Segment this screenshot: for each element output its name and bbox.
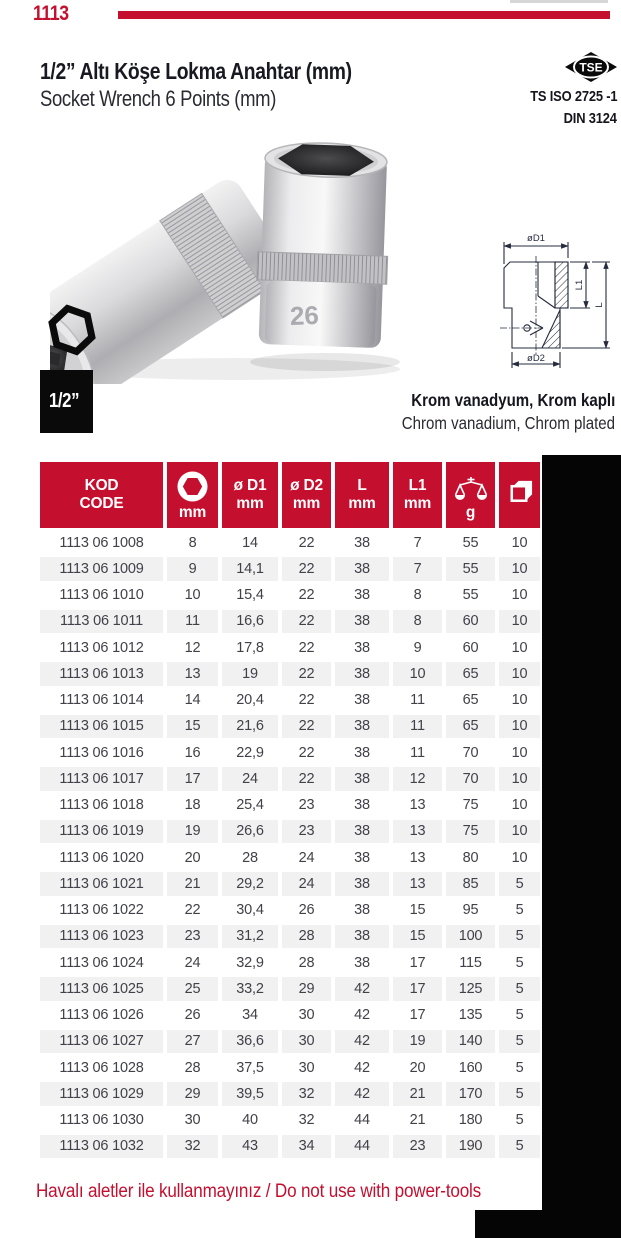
cell-d1: 25,4 [222, 794, 278, 817]
cell-l: 42 [335, 977, 389, 1000]
cell-package: 5 [499, 899, 540, 922]
corner-block-bottom [475, 1210, 621, 1238]
spec-row [40, 689, 540, 712]
cell-kod: 1113 06 1023 [40, 925, 163, 948]
cell-d2: 22 [282, 689, 331, 712]
cell-l: 38 [335, 925, 389, 948]
cell-package: 10 [499, 794, 540, 817]
cell-package: 5 [499, 951, 540, 974]
cell-size: 12 [167, 636, 218, 659]
cell-size: 26 [167, 1004, 218, 1027]
warning-text: Havalı aletler ile kullanmayınız / Do not use with power-tools [36, 1181, 482, 1202]
cell-l: 38 [335, 610, 389, 633]
col-header-weight: g [446, 462, 495, 528]
cell-d1: 22,9 [222, 741, 278, 764]
cell-l: 38 [335, 951, 389, 974]
cell-kod: 1113 06 1008 [40, 531, 163, 554]
spec-row [40, 636, 540, 659]
cell-weight: 115 [446, 951, 495, 974]
cell-package: 5 [499, 1135, 540, 1158]
cell-l1: 7 [393, 531, 442, 554]
cell-d1: 14,1 [222, 557, 278, 580]
cell-d1: 32,9 [222, 951, 278, 974]
svg-text:L: L [594, 302, 605, 308]
cell-l1: 15 [393, 899, 442, 922]
hexagon-profile-icon [46, 302, 98, 358]
cell-d2: 30 [282, 1056, 331, 1079]
hex-bore-icon [176, 470, 209, 503]
cell-weight: 135 [446, 1004, 495, 1027]
spec-row [40, 1135, 540, 1158]
cell-weight: 190 [446, 1135, 495, 1158]
cell-l: 38 [335, 846, 389, 869]
cell-l: 38 [335, 689, 389, 712]
cell-weight: 75 [446, 820, 495, 843]
cell-package: 5 [499, 1056, 540, 1079]
cell-d1: 24 [222, 767, 278, 790]
spec-row [40, 767, 540, 790]
svg-text:øD2: øD2 [527, 353, 545, 364]
cell-package: 10 [499, 531, 540, 554]
page-edge-strip [510, 0, 608, 3]
spec-row [40, 794, 540, 817]
cell-l1: 9 [393, 636, 442, 659]
cell-d1: 20,4 [222, 689, 278, 712]
spec-row [40, 977, 540, 1000]
cell-package: 10 [499, 636, 540, 659]
spec-table-header [40, 462, 540, 528]
cell-d1: 17,8 [222, 636, 278, 659]
cell-kod: 1113 06 1019 [40, 820, 163, 843]
cell-l1: 17 [393, 951, 442, 974]
cell-d2: 29 [282, 977, 331, 1000]
cell-package: 10 [499, 610, 540, 633]
cell-d2: 22 [282, 557, 331, 580]
cell-weight: 55 [446, 584, 495, 607]
col-header-kod: KOD CODE [40, 462, 163, 528]
cell-l: 38 [335, 899, 389, 922]
svg-text:26: 26 [289, 299, 320, 331]
cell-l1: 13 [393, 846, 442, 869]
cell-weight: 75 [446, 794, 495, 817]
cell-size: 15 [167, 715, 218, 738]
cell-package: 5 [499, 977, 540, 1000]
cell-l: 38 [335, 741, 389, 764]
cell-l: 38 [335, 794, 389, 817]
cell-d1: 36,6 [222, 1030, 278, 1053]
cell-d1: 26,6 [222, 820, 278, 843]
cell-size: 28 [167, 1056, 218, 1079]
cell-l1: 21 [393, 1082, 442, 1105]
cell-d1: 28 [222, 846, 278, 869]
cell-d2: 22 [282, 531, 331, 554]
cell-package: 10 [499, 584, 540, 607]
cell-size: 20 [167, 846, 218, 869]
material-block [367, 389, 615, 435]
cell-kod: 1113 06 1026 [40, 1004, 163, 1027]
cell-weight: 65 [446, 689, 495, 712]
standard-din: DIN 3124 [563, 110, 617, 127]
cell-kod: 1113 06 1020 [40, 846, 163, 869]
cell-l1: 12 [393, 767, 442, 790]
cell-d2: 23 [282, 794, 331, 817]
cell-l1: 13 [393, 872, 442, 895]
cell-l: 42 [335, 1056, 389, 1079]
cell-kod: 1113 06 1027 [40, 1030, 163, 1053]
package-icon [505, 478, 534, 507]
cell-d2: 28 [282, 951, 331, 974]
spec-row [40, 557, 540, 580]
cell-d1: 31,2 [222, 925, 278, 948]
cell-l: 38 [335, 557, 389, 580]
cell-kod: 1113 06 1025 [40, 977, 163, 1000]
cell-package: 5 [499, 1109, 540, 1132]
cell-d2: 22 [282, 610, 331, 633]
cell-weight: 70 [446, 741, 495, 764]
scale-icon [454, 476, 488, 503]
cell-package: 10 [499, 689, 540, 712]
cell-weight: 60 [446, 636, 495, 659]
accent-bar [118, 11, 610, 19]
cell-l1: 19 [393, 1030, 442, 1053]
spec-table-body [40, 531, 540, 1158]
cell-kod: 1113 06 1021 [40, 872, 163, 895]
svg-text:øD1: øD1 [527, 233, 545, 244]
cell-d1: 16,6 [222, 610, 278, 633]
cell-size: 32 [167, 1135, 218, 1158]
cell-weight: 140 [446, 1030, 495, 1053]
cell-kod: 1113 06 1030 [40, 1109, 163, 1132]
cell-size: 17 [167, 767, 218, 790]
cell-d2: 23 [282, 820, 331, 843]
cell-d1: 33,2 [222, 977, 278, 1000]
cell-size: 21 [167, 872, 218, 895]
cell-package: 10 [499, 846, 540, 869]
spec-row [40, 846, 540, 869]
cell-d2: 30 [282, 1030, 331, 1053]
cell-kod: 1113 06 1016 [40, 741, 163, 764]
cell-l1: 13 [393, 820, 442, 843]
cell-l: 38 [335, 767, 389, 790]
cell-weight: 60 [446, 610, 495, 633]
spec-row [40, 584, 540, 607]
cell-size: 27 [167, 1030, 218, 1053]
spec-row [40, 1109, 540, 1132]
cell-l1: 7 [393, 557, 442, 580]
cell-d2: 22 [282, 767, 331, 790]
cell-package: 10 [499, 820, 540, 843]
cell-l: 38 [335, 715, 389, 738]
cell-package: 5 [499, 925, 540, 948]
cell-weight: 85 [446, 872, 495, 895]
cell-d1: 40 [222, 1109, 278, 1132]
col-header-package [499, 462, 540, 528]
cell-l: 38 [335, 820, 389, 843]
cell-d2: 22 [282, 715, 331, 738]
cell-d1: 14 [222, 531, 278, 554]
cell-l: 38 [335, 872, 389, 895]
spec-row [40, 1004, 540, 1027]
cell-l: 44 [335, 1109, 389, 1132]
spec-row [40, 925, 540, 948]
cell-kod: 1113 06 1029 [40, 1082, 163, 1105]
cell-weight: 80 [446, 846, 495, 869]
title-turkish: 1/2” Altı Köşe Lokma Anahtar (mm) [40, 58, 352, 84]
cell-l1: 8 [393, 584, 442, 607]
cell-d1: 34 [222, 1004, 278, 1027]
spec-row [40, 899, 540, 922]
spec-row [40, 820, 540, 843]
col-header-d2: ø D2 mm [282, 462, 331, 528]
cell-kod: 1113 06 1009 [40, 557, 163, 580]
cell-d1: 19 [222, 662, 278, 685]
cell-kod: 1113 06 1028 [40, 1056, 163, 1079]
cell-d2: 32 [282, 1082, 331, 1105]
cell-l1: 23 [393, 1135, 442, 1158]
cell-size: 8 [167, 531, 218, 554]
col-header-d1: ø D1 mm [222, 462, 278, 528]
col-header-size: mm [167, 462, 218, 528]
cell-d1: 15,4 [222, 584, 278, 607]
spec-row [40, 872, 540, 895]
cell-l: 44 [335, 1135, 389, 1158]
cell-l1: 20 [393, 1056, 442, 1079]
cell-d1: 37,5 [222, 1056, 278, 1079]
cell-weight: 125 [446, 977, 495, 1000]
cell-d2: 34 [282, 1135, 331, 1158]
cell-size: 9 [167, 557, 218, 580]
cell-l1: 17 [393, 1004, 442, 1027]
cell-d2: 28 [282, 925, 331, 948]
cell-package: 10 [499, 662, 540, 685]
cell-d2: 22 [282, 584, 331, 607]
cell-size: 30 [167, 1109, 218, 1132]
drive-size-badge: 1/2” [40, 370, 93, 433]
cell-kod: 1113 06 1018 [40, 794, 163, 817]
cell-package: 5 [499, 1082, 540, 1105]
cell-size: 29 [167, 1082, 218, 1105]
cell-d1: 29,2 [222, 872, 278, 895]
cell-d1: 21,6 [222, 715, 278, 738]
cell-package: 10 [499, 715, 540, 738]
cell-l: 38 [335, 662, 389, 685]
cell-weight: 160 [446, 1056, 495, 1079]
spec-row [40, 951, 540, 974]
cell-package: 5 [499, 1030, 540, 1053]
cell-size: 10 [167, 584, 218, 607]
cell-package: 10 [499, 767, 540, 790]
standard-ts-iso: TS ISO 2725 -1 [529, 88, 617, 105]
cell-l1: 17 [393, 977, 442, 1000]
cell-weight: 55 [446, 557, 495, 580]
cell-l1: 21 [393, 1109, 442, 1132]
cell-d2: 26 [282, 899, 331, 922]
cell-size: 22 [167, 899, 218, 922]
cell-d2: 22 [282, 636, 331, 659]
spec-row [40, 741, 540, 764]
cell-l: 42 [335, 1082, 389, 1105]
cell-l1: 10 [393, 662, 442, 685]
spec-row [40, 531, 540, 554]
cell-l: 38 [335, 636, 389, 659]
cell-weight: 65 [446, 662, 495, 685]
spec-row [40, 1030, 540, 1053]
cell-d2: 32 [282, 1109, 331, 1132]
cell-d2: 24 [282, 846, 331, 869]
cell-l1: 13 [393, 794, 442, 817]
corner-block-vertical [542, 455, 621, 1238]
cell-size: 18 [167, 794, 218, 817]
cell-d1: 30,4 [222, 899, 278, 922]
cell-package: 10 [499, 557, 540, 580]
cell-d2: 24 [282, 872, 331, 895]
cell-kod: 1113 06 1014 [40, 689, 163, 712]
cell-d2: 22 [282, 662, 331, 685]
col-header-l: L mm [335, 462, 389, 528]
technical-diagram [498, 228, 620, 374]
cell-l: 38 [335, 531, 389, 554]
cell-weight: 95 [446, 899, 495, 922]
cell-size: 23 [167, 925, 218, 948]
cell-weight: 55 [446, 531, 495, 554]
cell-d1: 43 [222, 1135, 278, 1158]
cell-weight: 65 [446, 715, 495, 738]
cell-kod: 1113 06 1011 [40, 610, 163, 633]
spec-row [40, 610, 540, 633]
cell-kod: 1113 06 1024 [40, 951, 163, 974]
cell-weight: 100 [446, 925, 495, 948]
svg-text:L1: L1 [574, 279, 585, 291]
spec-row [40, 1056, 540, 1079]
cell-kod: 1113 06 1017 [40, 767, 163, 790]
cell-l1: 11 [393, 741, 442, 764]
cell-l1: 15 [393, 925, 442, 948]
cell-size: 14 [167, 689, 218, 712]
cell-package: 10 [499, 741, 540, 764]
cell-d1: 39,5 [222, 1082, 278, 1105]
material-turkish: Krom vanadyum, Krom kaplı [410, 390, 615, 410]
page-code: 1113 [33, 2, 69, 25]
cell-weight: 70 [446, 767, 495, 790]
cell-kod: 1113 06 1032 [40, 1135, 163, 1158]
cell-d2: 30 [282, 1004, 331, 1027]
cell-package: 5 [499, 872, 540, 895]
cell-size: 13 [167, 662, 218, 685]
cell-weight: 170 [446, 1082, 495, 1105]
cell-size: 16 [167, 741, 218, 764]
cell-kod: 1113 06 1015 [40, 715, 163, 738]
cell-package: 5 [499, 1004, 540, 1027]
tse-logo [565, 52, 617, 82]
col-header-l1: L1 mm [393, 462, 442, 528]
cell-l1: 11 [393, 715, 442, 738]
spec-row [40, 1082, 540, 1105]
cell-l1: 11 [393, 689, 442, 712]
product-photo [50, 126, 440, 384]
spec-row [40, 715, 540, 738]
cell-weight: 180 [446, 1109, 495, 1132]
standards-block [516, 52, 617, 130]
cell-l: 38 [335, 584, 389, 607]
cell-d2: 22 [282, 741, 331, 764]
spec-table [36, 459, 544, 1161]
material-english: Chrom vanadium, Chrom plated [401, 413, 615, 433]
cell-kod: 1113 06 1013 [40, 662, 163, 685]
cell-kod: 1113 06 1022 [40, 899, 163, 922]
cell-l: 42 [335, 1030, 389, 1053]
cell-size: 25 [167, 977, 218, 1000]
cell-size: 11 [167, 610, 218, 633]
cell-l1: 8 [393, 610, 442, 633]
cell-l: 42 [335, 1004, 389, 1027]
cell-size: 24 [167, 951, 218, 974]
title-english: Socket Wrench 6 Points (mm) [40, 86, 277, 111]
cell-kod: 1113 06 1012 [40, 636, 163, 659]
cell-size: 19 [167, 820, 218, 843]
svg-text:TSE: TSE [579, 60, 603, 75]
spec-row [40, 662, 540, 685]
cell-kod: 1113 06 1010 [40, 584, 163, 607]
